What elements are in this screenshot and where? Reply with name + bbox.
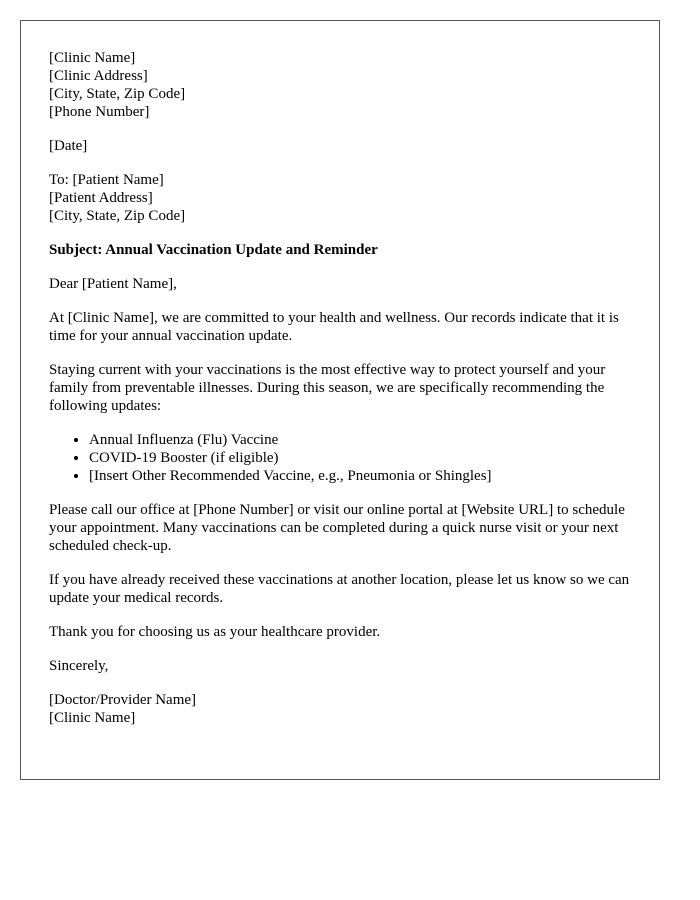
paragraph-schedule: Please call our office at [Phone Number] or visit our online portal at [Website URL] to schedule your appointment. Many vaccinations can be completed during a quick nurse visit or your next scheduled check-up. — [49, 502, 625, 554]
recipient-address-line: [Patient Address] — [49, 190, 153, 206]
closing: Sincerely, — [49, 658, 109, 674]
list-item: • COVID-19 Booster (if eligible) — [89, 449, 639, 467]
paragraph-thanks: Thank you for choosing us as your healthcare provider. — [49, 624, 381, 640]
vaccine-list — [49, 431, 639, 485]
recipient-city-state-zip: [City, State, Zip Code] — [49, 208, 186, 224]
list-item: • Annual Influenza (Flu) Vaccine — [89, 431, 639, 449]
subject-line: Subject: Annual Vaccination Update and Reminder — [49, 242, 378, 258]
sender-clinic-name: [Clinic Name] — [49, 50, 136, 66]
sender-address — [49, 49, 639, 121]
sender-clinic-address: [Clinic Address] — [49, 68, 148, 84]
list-item: • [Insert Other Recommended Vaccine, e.g., Pneumonia or Shingles] — [89, 467, 639, 485]
letter-date: [Date] — [49, 138, 88, 154]
recipient-address — [49, 171, 639, 225]
sender-city-state-zip: [City, State, Zip Code] — [49, 86, 186, 102]
letter-body — [49, 49, 639, 727]
letter-page — [20, 20, 660, 780]
sender-phone: [Phone Number] — [49, 104, 150, 120]
signature-clinic-name: [Clinic Name] — [49, 710, 136, 726]
recipient-name: To: [Patient Name] — [49, 172, 164, 188]
paragraph-importance: Staying current with your vaccinations is the most effective way to protect yourself and your family from preventable illnesses. During this season, we are specifically recommending the following updates: — [49, 362, 606, 414]
paragraph-already-received: If you have already received these vaccinations at another location, please let us know so we can update your medical records. — [49, 572, 630, 606]
paragraph-intro: At [Clinic Name], we are committed to your health and wellness. Our records indicate that it is time for your annual vaccination update. — [49, 310, 619, 344]
signature-provider-name: [Doctor/Provider Name] — [49, 692, 197, 708]
signature-block — [49, 691, 639, 727]
salutation: Dear [Patient Name], — [49, 276, 177, 292]
